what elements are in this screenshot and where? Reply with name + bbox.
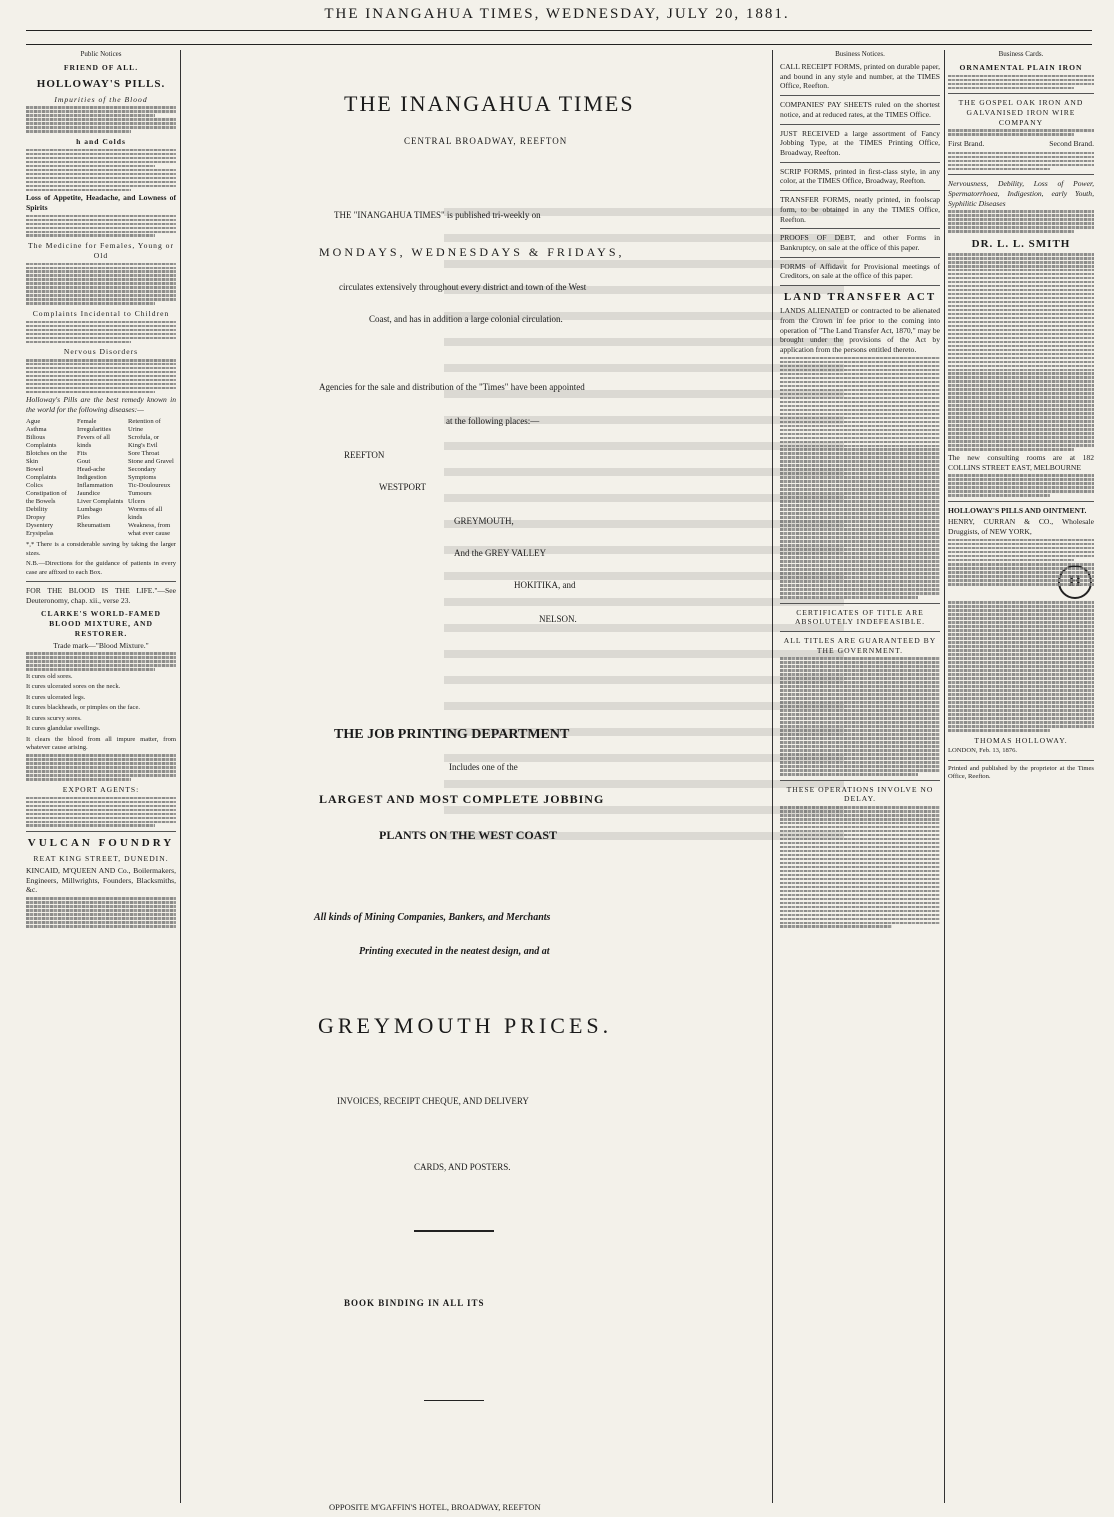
book-binding-line: BOOK BINDING IN ALL ITS [344, 1298, 485, 1308]
medicine-heading: The Medicine for Females, Young or Old [28, 241, 174, 260]
paper-title: THE INANGAHUA TIMES [344, 91, 635, 116]
gospel-oak-heading: THE GOSPEL OAK IRON AND GALVANISED IRON WIRE COMPANY [958, 98, 1084, 127]
disease-item: Tic-Douloureux [128, 482, 171, 490]
notice-affidavit: FORMS of Affidavit for Provisional meetings of Creditors, on sale at the office of this paper. [780, 261, 940, 281]
disease-item: Weakness, from what ever cause [128, 522, 171, 538]
left-column [26, 50, 181, 1503]
disease-item: Sore Throat [128, 449, 160, 457]
divider [780, 228, 940, 229]
disease-item: Debility [26, 506, 48, 514]
divider [26, 581, 176, 582]
disease-item: Scrofula, or King's Evil [128, 433, 160, 449]
body-text [948, 474, 1094, 497]
body-text [780, 806, 940, 928]
body-text [948, 75, 1094, 90]
cure-item: It clears the blood from all impure matter, from whatever cause arising. [26, 735, 176, 751]
center-column [184, 50, 773, 1512]
body-text [26, 263, 176, 305]
printing-line: Printing executed in the neatest design, and at [359, 946, 550, 957]
disease-item: Erysipelas [26, 530, 54, 538]
column-rule [26, 44, 1092, 45]
body-text [26, 797, 176, 827]
signed-name: THOMAS HOLLOWAY. [974, 735, 1068, 745]
body-text [948, 253, 1094, 451]
includes-line: Includes one of the [449, 762, 518, 772]
vulcan-heading: VULCAN FOUNDRY [27, 837, 175, 850]
holloway-trade-mark [948, 563, 1094, 586]
disease-item: Ague [26, 417, 41, 425]
places-intro: at the following places:— [446, 416, 540, 426]
ornamental-rule [414, 1230, 494, 1232]
column-head: Business Cards. [998, 50, 1044, 58]
divider [948, 760, 1094, 761]
place-item: GREYMOUTH, [454, 516, 514, 526]
plants-line: PLANTS ON THE WEST COAST [379, 828, 558, 842]
disease-item: Ulcers [128, 498, 146, 506]
disease-item: Fevers of all kinds [77, 433, 110, 449]
agents-heading: EXPORT AGENTS: [62, 784, 140, 794]
body-text [26, 754, 176, 781]
notice-proofs-of-debt: PROOFS OF DEBT, and other Forms in Bankruptcy, on sale at the office of this paper. [780, 233, 940, 253]
disease-item: Jaundice [77, 490, 101, 498]
greymouth-prices: GREYMOUTH PRICES. [318, 1013, 613, 1038]
body-text [26, 215, 176, 238]
disease-item: Liver Complaints [77, 498, 124, 506]
cure-item: It cures scurvy sores. [26, 714, 82, 722]
disease-item: Asthma [26, 425, 47, 433]
disease-item: Tumours [128, 490, 152, 498]
divider [780, 257, 940, 258]
cure-item: It cures old sores. [26, 672, 73, 680]
divider [780, 285, 940, 286]
friend-heading: FRIEND OF ALL. [63, 62, 139, 72]
disease-item: Blotches on the Skin [26, 449, 68, 465]
column-head: Public Notices [80, 50, 122, 58]
ornamental-heading: ORNAMENTAL PLAIN IRON [959, 62, 1083, 72]
body-text [948, 539, 1094, 562]
body-text [948, 210, 1094, 233]
loss-heading: Loss of Appetite, Headache, and Lowness of Spirits [26, 193, 176, 212]
body-text [26, 652, 176, 671]
agencies-line: Agencies for the sale and distribution of the "Times" have been appointed [319, 382, 585, 392]
disease-item: Lumbago [77, 506, 103, 514]
masthead-rule [26, 30, 1092, 31]
business-cards-column [948, 50, 1094, 1503]
place-item: NELSON. [539, 614, 577, 624]
invoices-line: INVOICES, RECEIPT CHEQUE, AND DELIVERY [337, 1096, 529, 1106]
kincaid-notice: KINCAID, M'QUEEN AND Co., Boilermakers, Engineers, Millwrights, Founders, Blacksmiths, &c. [26, 865, 176, 895]
divider [948, 93, 1094, 94]
certificates-heading: CERTIFICATES OF TITLE ARE ABSOLUTELY INDEFEASIBLE. [794, 607, 926, 627]
cure-item: It cures ulcerated legs. [26, 693, 86, 701]
disease-item: Piles [77, 514, 90, 522]
ointment-heading: HOLLOWAY'S PILLS AND OINTMENT. [948, 505, 1087, 515]
children-heading: Complaints Incidental to Children [32, 308, 170, 318]
divider [780, 603, 940, 604]
imprint: Printed and published by the proprietor at the Times Office, Reefton. [948, 764, 1094, 781]
column-head: Business Notices. [835, 50, 885, 58]
body-text [26, 106, 176, 133]
notice-pay-sheets: COMPANIES' PAY SHEETS ruled on the shortest notice, and at reduced rates, at the TIMES Office. [780, 100, 940, 119]
body-text [948, 563, 1094, 586]
divider [948, 174, 1094, 175]
disease-item: Dysentery [26, 522, 54, 530]
disease-item: Colics [26, 482, 43, 490]
notice-transfer-forms: TRANSFER FORMS, neatly printed, in foolscap form, to be obtained in any the TIMES Office, Reefton. [780, 195, 940, 224]
disease-item: Bilious Complaints [26, 433, 57, 449]
clarke-heading: CLARKE'S WORLD-FAMED BLOOD MIXTURE, AND RESTORER. [41, 609, 161, 638]
circulates-line: circulates extensively throughout every district and town of the West [339, 282, 587, 292]
second-brand: Second Brand. [1049, 138, 1094, 148]
notice-fancy-type: JUST RECEIVED a large assortment of Fancy Jobbing Type, at the TIMES Printing Office, Broadway, Reefton. [780, 128, 940, 157]
body-text [26, 149, 176, 191]
body-text [780, 657, 940, 775]
place-item: HOKITIKA, and [514, 580, 576, 590]
disease-item: Head-ache [77, 466, 106, 473]
brand-row [948, 139, 1094, 149]
disease-item: Bowel Complaints [26, 466, 57, 482]
coast-line: Coast, and has in addition a large colonial circulation. [369, 314, 563, 324]
new-york-line: HENRY, CURRAN & CO., Wholesale Druggists, of NEW YORK, [948, 517, 1094, 537]
opposite-line: OPPOSITE M'GAFFIN'S HOTEL, BROADWAY, REEFTON [329, 1502, 541, 1512]
trade-mark: Trade mark—"Blood Mixture." [53, 640, 149, 650]
body-text [948, 129, 1094, 136]
nervous-heading: Nervous Disorders [63, 347, 139, 357]
body-text [780, 357, 940, 599]
place-item: REEFTON [344, 450, 385, 460]
ornamental-rule [424, 1400, 484, 1401]
body-text [948, 152, 1094, 171]
disease-item: Female Irregularities [77, 417, 112, 433]
cure-item: It cures blackheads, or pimples on the face. [26, 704, 141, 712]
days-line: MONDAYS, WEDNESDAYS & FRIDAYS, [319, 245, 625, 259]
place-item: And the GREY VALLEY [454, 548, 547, 558]
blood-life: FOR THE BLOOD IS THE LIFE."—See Deuteronomy, chap. xii., verse 23. [26, 586, 176, 605]
disease-item: Constipation of the Bowels [26, 490, 67, 506]
disease-item: Indigestion [77, 474, 107, 482]
divider [780, 95, 940, 96]
disease-item: Inflammation [77, 482, 113, 490]
body-text [26, 359, 176, 393]
best-remedy: Holloway's Pills are the best remedy known in the world for the following diseases:— [26, 395, 176, 415]
impurities-heading: Impurities of the Blood [54, 94, 148, 104]
cure-item: It cures glandular swellings. [26, 725, 101, 733]
disease-item: Stone and Gravel [128, 457, 174, 465]
divider [780, 631, 940, 632]
guaranteed-heading: ALL TITLES ARE GUARANTEED BY THE GOVERNMENT. [783, 635, 937, 655]
body-text [948, 601, 1094, 731]
cure-item: It cures ulcerated sores on the neck. [26, 683, 121, 691]
divider [780, 124, 940, 125]
divider [780, 190, 940, 191]
lands-alienated: LANDS ALIENATED or contracted to be alienated from the Crown in fee prior to the coming into operation of "The Land Transfer Act, 1870," may be brought under the provisions of the Act by application from the persons entitled thereto. [780, 306, 940, 355]
nb-note: N.B.—Directions for the guidance of patients in every case are affixed to each Box. [26, 560, 176, 576]
mining-line: All kinds of Mining Companies, Bankers, and Merchants [314, 912, 551, 923]
masthead: THE INANGAHUA TIMES, WEDNESDAY, JULY 20, 1881. [324, 6, 790, 22]
disease-item: Retention of Urine [128, 417, 161, 433]
place-item: WESTPORT [379, 482, 426, 492]
holloway-heading: HOLLOWAY'S PILLS. [36, 77, 166, 90]
consulting-rooms: The new consulting rooms are at 182 COLLINS STREET EAST, MELBOURNE [948, 452, 1094, 472]
nervousness-line: Nervousness, Debility, Loss of Power, Spermatorrhoea, Indigestion, early Youth, Syphilitic Diseases [948, 179, 1094, 208]
cards-line: CARDS, AND POSTERS. [414, 1162, 511, 1172]
divider [780, 162, 940, 163]
colds-heading: h and Colds [76, 136, 126, 146]
diseases-list [26, 418, 176, 538]
vulcan-address: REAT KING STREET, DUNEDIN. [33, 854, 169, 864]
divider [780, 780, 940, 781]
signed-date: LONDON, Feb. 13, 1876. [948, 747, 1018, 755]
notice-scrip-forms: SCRIP FORMS, printed in first-class style, in any color, at the TIMES Office, Broadway, Reefton. [780, 166, 940, 186]
job-printing-heading: THE JOB PRINTING DEPARTMENT [334, 727, 570, 742]
doctor-heading: DR. L. L. SMITH [971, 237, 1071, 250]
disease-item: Gout [77, 457, 91, 465]
divider [26, 831, 176, 832]
body-text [26, 897, 176, 927]
disease-item: Rheumatism [77, 522, 111, 530]
disease-item: Worms of all kinds [128, 506, 163, 522]
first-brand: First Brand. [948, 138, 985, 148]
paper-address: CENTRAL BROADWAY, REEFTON [404, 136, 568, 146]
disease-item: Dropsy [26, 514, 46, 522]
body-text [26, 321, 176, 344]
business-notices-column [780, 50, 945, 1503]
disease-item: Fits [77, 449, 87, 457]
land-transfer-heading: LAND TRANSFER ACT [783, 291, 937, 304]
no-delay-heading: THESE OPERATIONS INVOLVE NO DELAY. [786, 784, 934, 804]
largest-line: LARGEST AND MOST COMPLETE JOBBING [319, 792, 605, 806]
published-line: THE "INANGAHUA TIMES" is published tri-weekly on [334, 210, 541, 220]
divider [948, 501, 1094, 502]
saving-note: *,* There is a considerable saving by taking the larger sizes. [26, 541, 176, 557]
notice-call-receipt: CALL RECEIPT FORMS, printed on durable paper, and bound in any style and number, at the TIMES Office, Reefton. [780, 61, 940, 91]
disease-item: Secondary Symptoms [128, 466, 157, 482]
